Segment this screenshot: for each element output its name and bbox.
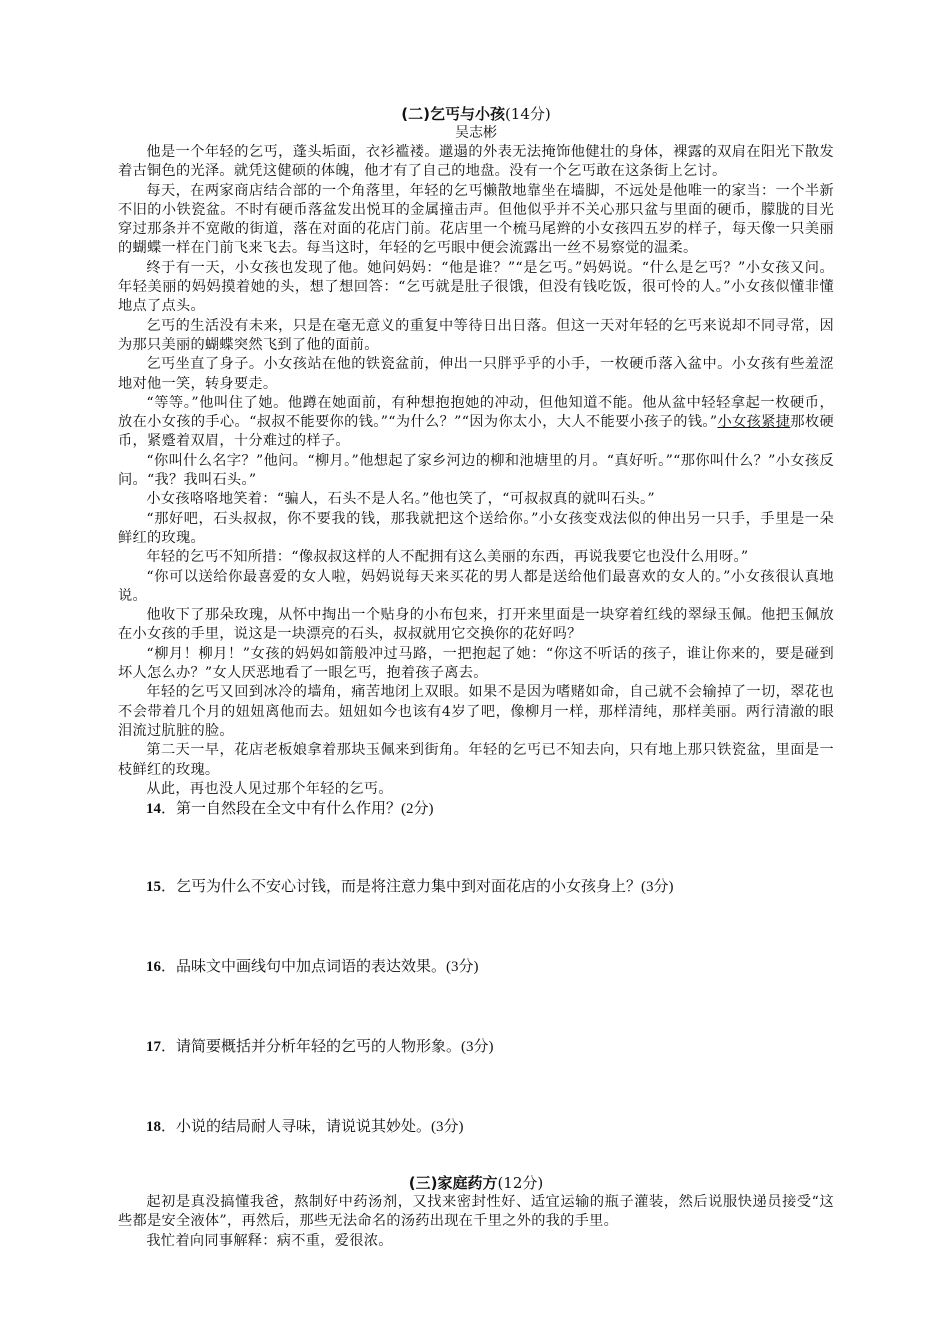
section-3-title (118, 1173, 834, 1193)
paragraph-15: 第二天一早，花店老板娘拿着那块玉佩来到街角。年轻的乞丐已不知去向，只有地上那只铁瓷盆，里面是一枝鲜红的玫瑰。 (118, 742, 834, 778)
paragraph-10: 年轻的乞丐不知所措：“像叔叔这样的人不配拥有这么美丽的东西，再说我要它也没什么用呀。” (146, 549, 749, 566)
paragraph-11: “你可以送给你最喜爱的女人啦，妈妈说每天来买花的男人都是送给他们最喜欢的女人的。”小女孩很认真地说。 (118, 568, 834, 604)
paragraph-2: 每天，在两家商店结合部的一个角落里，年轻的乞丐懒散地靠坐在墙脚，不远处是他唯一的家当：一个半新不旧的小铁瓷盆。不时有硬币落盆发出悦耳的金属撞击声。但他似乎并不关心那只盆与里面的硬币，朦胧的目光穿过那条并不宽敞的街道，落在对面的花店门前。花店里一个梳马尾辫的小女孩四五岁的样子，每天像一只美丽的蝴蝶一样在门前飞来飞去。每当这时，年轻的乞丐眼中便会流露出一丝不易察觉的温柔。 (118, 182, 834, 257)
answer-space (118, 977, 834, 1037)
paragraph-9: “那好吧，石头叔叔，你不要我的钱，那我就把这个送给你。”小女孩变戏法似的伸出另一只手，手里是一朵鲜红的玫瑰。 (118, 510, 834, 546)
question-number: 16 (146, 959, 161, 976)
question-text: ．请简要概括并分析年轻的乞丐的人物形象。(3分) (161, 1039, 494, 1056)
question-text: ．品味文中画线句中加点词语的表达效果。(3分) (161, 959, 479, 976)
paragraph-14: 年轻的乞丐又回到冰冷的墙角，痛苦地闭上双眼。如果不是因为嗜赌如命，自己就不会输掉了一切，翠花也不会带着几个月的妞妞离他而去。妞妞如今也该有4岁了吧，像柳月一样，那样清纯，那样美丽。两行清澈的眼泪流过肮脏的脸。 (118, 684, 834, 739)
answer-space (118, 1057, 834, 1117)
document-page (118, 104, 834, 1251)
section-2-heading: (二)乞丐与小孩 (401, 105, 505, 123)
paragraph-13: “柳月！柳月！”女孩的妈妈如箭般冲过马路，一把抱起了她：“你这不听话的孩子，谁让你来的，要是碰到坏人怎么办？”女人厌恶地看了一眼乞丐，抱着孩子离去。 (118, 645, 834, 682)
question-number: 14 (146, 801, 161, 818)
section-3-score: (12分) (497, 1174, 544, 1193)
section-3-paragraph-2: 我忙着向同事解释：病不重，爱很浓。 (146, 1232, 393, 1249)
paragraph-8: 小女孩咯咯地笑着：“骗人，石头不是人名。”他也笑了，“可叔叔真的就叫石头。” (146, 491, 655, 508)
paragraph-5: 乞丐坐直了身子。小女孩站在他的铁瓷盆前，伸出一只胖乎乎的小手，一枚硬币落入盆中。小女孩有些羞涩地对他一笑，转身要走。 (118, 356, 834, 392)
section-2-title (118, 104, 834, 124)
question-15 (118, 877, 834, 897)
question-14 (118, 799, 834, 819)
question-17 (118, 1037, 834, 1057)
question-text: ．小说的结局耐人寻味，请说说其妙处。(3分) (161, 1119, 464, 1136)
question-18 (118, 1117, 834, 1137)
answer-space (118, 897, 834, 957)
paragraph-1: 他是一个年轻的乞丐，蓬头垢面，衣衫褴褛。邋遢的外表无法掩饰他健壮的身体，裸露的双肩在阳光下散发着古铜色的光泽。就凭这健硕的体魄，他才有了自己的地盘。没有一个乞丐敢在这条街上乞讨。 (118, 144, 834, 180)
question-text: ．乞丐为什么不安心讨钱，而是将注意力集中到对面花店的小女孩身上？(3分) (161, 879, 674, 896)
section-3-paragraph-1: 起初是真没搞懂我爸，熬制好中药汤剂，又找来密封性好、适宜运输的瓶子灌装，然后说服快递员接受“这些都是安全液体”，再然后，那些无法命名的汤药出现在千里之外的我的手里。 (118, 1194, 834, 1230)
paragraph-6-tail: 那枚硬币，紧蹙着双眉，十分难过的样子。 (118, 414, 834, 450)
question-number: 17 (146, 1039, 161, 1056)
paragraph-3: 终于有一天，小女孩也发现了他。她问妈妈：“他是谁？”“是乞丐。”妈妈说。“什么是乞丐？”小女孩又问。年轻美丽的妈妈摸着她的头，想了想回答：“乞丐就是肚子很饿，但没有钱吃饭，很可怜的人。”小女孩似懂非懂地点了点头。 (118, 259, 834, 315)
paragraph-6-text: “等等。”他叫住了她。他蹲在她面前，有种想抱抱她的冲动，但他知道不能。他从盆中轻轻拿起一枚硬币，放在小女孩的手心。“叔叔不能要你的钱。”“为什么？”“因为你太小，大人不能要小孩子的钱。” (118, 394, 834, 431)
question-16 (118, 957, 834, 977)
paragraph-16: 从此，再也没人见过那个年轻的乞丐。 (146, 780, 393, 797)
question-number: 15 (146, 879, 161, 896)
paragraph-7: “你叫什么名字？”他问。“柳月。”他想起了家乡河边的柳和池塘里的月。“真好听。”“那你叫什么？”小女孩反问。“我？我叫石头。” (118, 452, 834, 489)
section-2-score: (14分) (504, 105, 551, 123)
paragraph-12: 他收下了那朵玫瑰，从怀中掏出一个贴身的小布包来，打开来里面是一块穿着红线的翠绿玉佩。他把玉佩放在小女孩的手里，说这是一块漂亮的石头，叔叔就用它交换你的花好吗？ (118, 607, 834, 643)
section-3-heading: (三)家庭药方 (408, 1174, 498, 1193)
question-number: 18 (146, 1119, 161, 1136)
underlined-sentence: 小女孩紧捷 (717, 414, 791, 431)
paragraph-4: 乞丐的生活没有未来，只是在毫无意义的重复中等待日出日落。但这一天对年轻的乞丐来说却不同寻常，因为那只美丽的蝴蝶突然飞到了他的面前。 (118, 317, 834, 353)
answer-space (118, 819, 834, 877)
author: 吴志彬 (455, 125, 497, 141)
paragraph-6 (118, 394, 834, 452)
question-text: ．第一自然段在全文中有什么作用？(2分) (161, 801, 434, 818)
